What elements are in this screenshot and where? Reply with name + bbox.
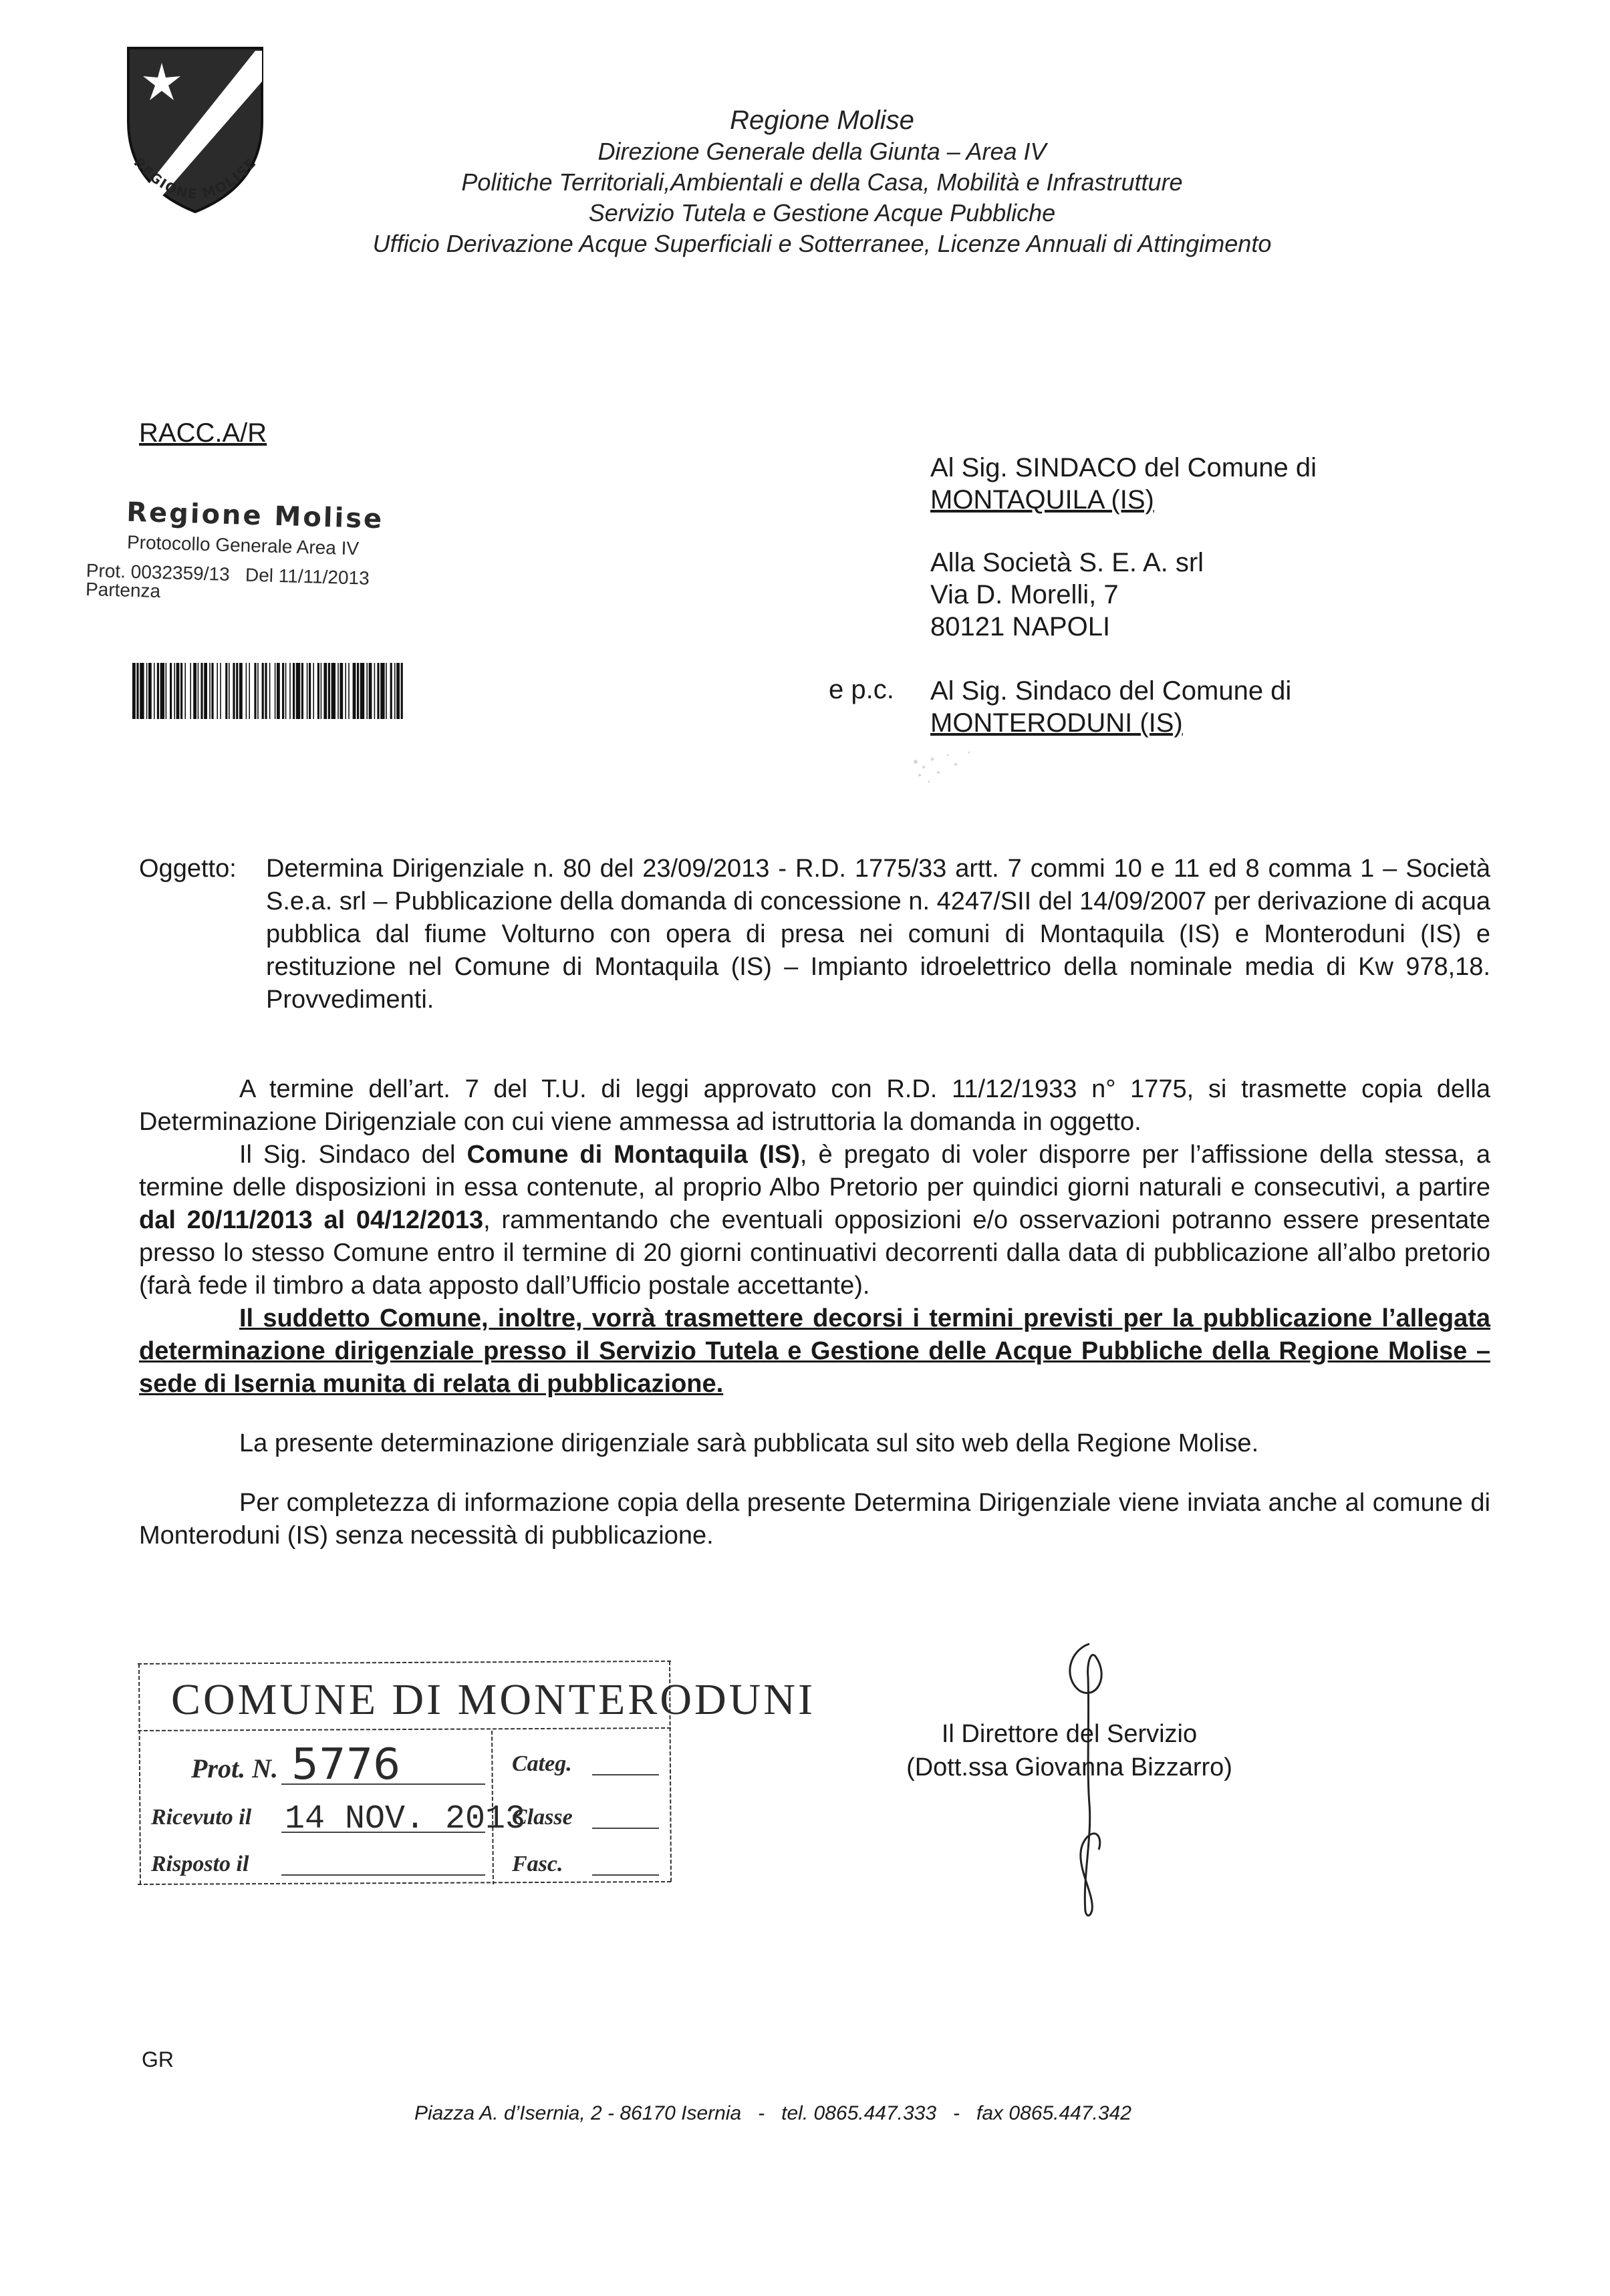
protocol-label: Prot. bbox=[86, 559, 126, 582]
barcode-bar bbox=[331, 663, 336, 719]
letter-body bbox=[139, 1073, 1490, 1552]
barcode-bar bbox=[296, 663, 300, 719]
comune-prot-label: Prot. N. bbox=[191, 1753, 278, 1783]
paragraph-2 bbox=[139, 1139, 1490, 1302]
barcode-bar bbox=[198, 663, 199, 719]
barcode-bar bbox=[301, 663, 303, 719]
paragraph-2-a: Il Sig. Sindaco del bbox=[239, 1141, 467, 1169]
barcode-bar bbox=[174, 663, 175, 719]
paragraph-3: Il suddetto Comune, inoltre, vorrà trasmettere decorsi i termini previsti per la pubblicazione l’allegata determinazione dirigenziale presso il Servizio Tutela e Gestione delle Acque Pubbliche della Regione Molise – sede di Isernia munita di relata di pubblicazione. bbox=[139, 1304, 1490, 1398]
barcode-bar bbox=[377, 663, 379, 719]
comune-fasc-label: Fasc. bbox=[512, 1852, 563, 1876]
paragraph-5: Per completezza di informazione copia della presente Determina Dirigenziale viene inviata anche al comune di Monteroduni (IS) senza necessità di pubblicazione. bbox=[139, 1489, 1490, 1550]
comune-ricevuto-label: Ricevuto il bbox=[151, 1805, 252, 1830]
barcode-bar bbox=[394, 663, 396, 719]
barcode-bar bbox=[357, 663, 359, 719]
protocol-direction: Partenza bbox=[85, 578, 161, 602]
recipients-block bbox=[930, 452, 1317, 643]
protocol-stamp-subtitle: Protocollo Generale Area IV bbox=[126, 531, 360, 559]
barcode-bar bbox=[217, 663, 218, 719]
barcode-bar bbox=[170, 663, 172, 719]
subject-label: Oggetto: bbox=[139, 855, 237, 883]
registered-mail-label: RACC.A/R bbox=[139, 418, 267, 448]
barcode-bar bbox=[328, 663, 330, 719]
barcode-bar bbox=[289, 663, 291, 719]
barcode-bar bbox=[380, 663, 384, 719]
comune-stamp-title: COMUNE DI MONTERODUNI bbox=[171, 1675, 815, 1724]
recipient-2-line-1: Alla Società S. E. A. srl bbox=[930, 548, 1204, 577]
cc-recipient-line-2: MONTERODUNI (IS) bbox=[930, 708, 1183, 738]
barcode-bar bbox=[136, 663, 138, 719]
barcode-bar bbox=[211, 663, 213, 719]
footer-address: Piazza A. d’Isernia, 2 - 86170 Isernia bbox=[414, 2102, 742, 2124]
barcode-bar bbox=[257, 663, 259, 719]
cc-recipient-line-1: Al Sig. Sindaco del Comune di bbox=[930, 676, 1292, 706]
barcode-bar bbox=[146, 663, 148, 719]
barcode-bar bbox=[321, 663, 322, 719]
footer-fax: fax 0865.447.342 bbox=[976, 2102, 1131, 2124]
barcode-bar bbox=[345, 663, 346, 719]
barcode-bar bbox=[323, 663, 327, 719]
barcode-bar bbox=[140, 663, 144, 719]
footer-contacts: Piazza A. d’Isernia, 2 - 86170 Isernia - tel. 0865.447.333 - fax 0865.447.342 bbox=[414, 2102, 1131, 2124]
barcode-bar bbox=[176, 663, 180, 719]
barcode-bar bbox=[338, 663, 339, 719]
protocol-stamp-title: Regione Molise bbox=[126, 496, 384, 535]
barcode-bar bbox=[200, 663, 203, 719]
signer-name: (Dott.ssa Giovanna Bizzarro) bbox=[906, 1753, 1232, 1781]
subject-block bbox=[139, 853, 1490, 1016]
barcode-bar bbox=[275, 663, 276, 719]
comune-risposto-label: Risposto il bbox=[151, 1852, 249, 1876]
barcode-bar bbox=[184, 663, 186, 719]
barcode-bar bbox=[233, 663, 235, 719]
barcode-bar bbox=[180, 663, 182, 719]
barcode-bar bbox=[262, 663, 264, 719]
barcode-bar bbox=[282, 663, 284, 719]
barcode-bar bbox=[386, 663, 387, 719]
barcode-bar bbox=[249, 663, 250, 719]
barcode-bar bbox=[148, 663, 152, 719]
barcode-bar bbox=[220, 663, 221, 719]
barcode-bar bbox=[132, 663, 136, 719]
paragraph-2-dates: dal 20/11/2013 al 04/12/2013 bbox=[139, 1206, 484, 1234]
recipient-2-line-3: 80121 NAPOLI bbox=[930, 612, 1111, 641]
barcode-bar bbox=[369, 663, 372, 719]
barcode-bar bbox=[293, 663, 295, 719]
barcode-bar bbox=[225, 663, 227, 719]
protocol-stamp bbox=[86, 496, 422, 609]
barcode-bar bbox=[317, 663, 319, 719]
barcode-bar bbox=[285, 663, 287, 719]
barcode-bar bbox=[246, 663, 247, 719]
letterhead bbox=[200, 104, 1444, 259]
comune-classe-label: Classe bbox=[512, 1805, 573, 1830]
barcode-bar bbox=[254, 663, 256, 719]
barcode-bar bbox=[366, 663, 368, 719]
barcode-bar bbox=[157, 663, 159, 719]
protocol-number: 0032359/13 bbox=[130, 561, 231, 585]
barcode-bar bbox=[190, 663, 191, 719]
barcode-bar bbox=[307, 663, 308, 719]
barcode-bar bbox=[353, 663, 356, 719]
barcode-bar bbox=[236, 663, 238, 719]
barcode-bar bbox=[154, 663, 155, 719]
letterhead-line-1: Direzione Generale della Giunta – Area IV bbox=[597, 138, 1047, 165]
barcode-bar bbox=[390, 663, 392, 719]
paragraph-1: A termine dell’art. 7 del T.U. di leggi approvato con R.D. 11/12/1933 n° 1775, si trasmette copia della Determinazione Dirigenziale con cui viene ammessa ad istruttoria la domanda in oggetto. bbox=[139, 1075, 1490, 1136]
letterhead-line-3: Servizio Tutela e Gestione Acque Pubbliche bbox=[588, 199, 1056, 227]
paragraph-2-e: , rammentando che eventuali opposizioni e/o osservazioni potranno essere presentate presso lo stesso Comune entro il termine di 20 giorni continuativi decorrenti dalla data di pubblicazione all’albo pretorio (farà fede il timbro a data apposto dall’Ufficio postale accettante). bbox=[139, 1206, 1491, 1300]
barcode-bar bbox=[374, 663, 376, 719]
organization-name: Regione Molise bbox=[730, 106, 914, 135]
cc-label: e p.c. bbox=[829, 675, 894, 704]
barcode-bar bbox=[239, 663, 243, 719]
barcode bbox=[131, 663, 405, 719]
subject-text: Determina Dirigenziale n. 80 del 23/09/2013 - R.D. 1775/33 artt. 7 commi 10 e 11 ed 8 comma 1 – Società S.e.a. srl – Pubblicazione della domanda di concessione n. 4247/SII del 14/09/2007 per derivazione di acqua pubblica dal fiume Volturno con opera di presa nei comuni di Montaquila (IS) e Monteroduni (IS) e restituzione nel Comune di Montaquila (IS) – Impianto idroelettrico della nominale media di Kw 978,18. Provvedimenti. bbox=[266, 855, 1490, 1014]
barcode-bar bbox=[348, 663, 350, 719]
recipient-1-line-2: MONTAQUILA (IS) bbox=[930, 485, 1154, 515]
barcode-bar bbox=[313, 663, 314, 719]
comune-prot-number: 5776 bbox=[291, 1740, 400, 1789]
barcode-bar bbox=[401, 663, 403, 719]
protocol-del-label: Del bbox=[245, 564, 274, 586]
barcode-bar bbox=[193, 663, 196, 719]
letterhead-line-4: Ufficio Derivazione Acque Superficiali e Sotterranee, Licenze Annuali di Attingimento bbox=[372, 230, 1272, 257]
barcode-bar bbox=[166, 663, 167, 719]
letterhead-line-2: Politiche Territoriali,Ambientali e della Casa, Mobilità e Infrastrutture bbox=[461, 168, 1183, 196]
recipient-2-line-2: Via D. Morelli, 7 bbox=[930, 580, 1119, 609]
cc-recipient bbox=[930, 675, 1291, 739]
barcode-bar bbox=[265, 663, 267, 719]
recipient-1-line-1: Al Sig. SINDACO del Comune di bbox=[930, 453, 1317, 482]
footer-tel: tel. 0865.447.333 bbox=[781, 2102, 937, 2124]
paragraph-2-c: , è pregato di voler disporre per l’affissione della stessa, a termine delle disposizioni in essa contenute, al proprio Albo Pretorio per quindici giorni naturali e consecutivi, a partire bbox=[139, 1141, 1490, 1201]
signer-role: Il Direttore del Servizio bbox=[941, 1720, 1198, 1748]
barcode-bar bbox=[396, 663, 400, 719]
paragraph-4: La presente determinazione dirigenziale sarà pubblicata sul sito web della Regione Molise. bbox=[239, 1429, 1259, 1457]
svg-text:REGIONE MOLISE: REGIONE MOLISE bbox=[130, 154, 260, 202]
signature-block bbox=[882, 1717, 1256, 1784]
comune-ricevuto-date: 14 NOV. 2013 bbox=[285, 1800, 526, 1838]
paragraph-2-comune: Comune di Montaquila (IS) bbox=[466, 1141, 800, 1169]
barcode-bar bbox=[309, 663, 311, 719]
barcode-bar bbox=[360, 663, 364, 719]
barcode-bar bbox=[277, 663, 280, 719]
ink-smudge bbox=[896, 735, 1009, 795]
author-initials: GR bbox=[142, 2047, 174, 2071]
barcode-bar bbox=[269, 663, 271, 719]
comune-categ-label: Categ. bbox=[512, 1751, 572, 1776]
comune-received-stamp bbox=[138, 1657, 815, 1911]
barcode-bar bbox=[340, 663, 343, 719]
barcode-bar bbox=[209, 663, 211, 719]
barcode-bar bbox=[229, 663, 230, 719]
protocol-date: 11/11/2013 bbox=[278, 565, 370, 589]
barcode-bar bbox=[204, 663, 207, 719]
barcode-bar bbox=[160, 663, 164, 719]
